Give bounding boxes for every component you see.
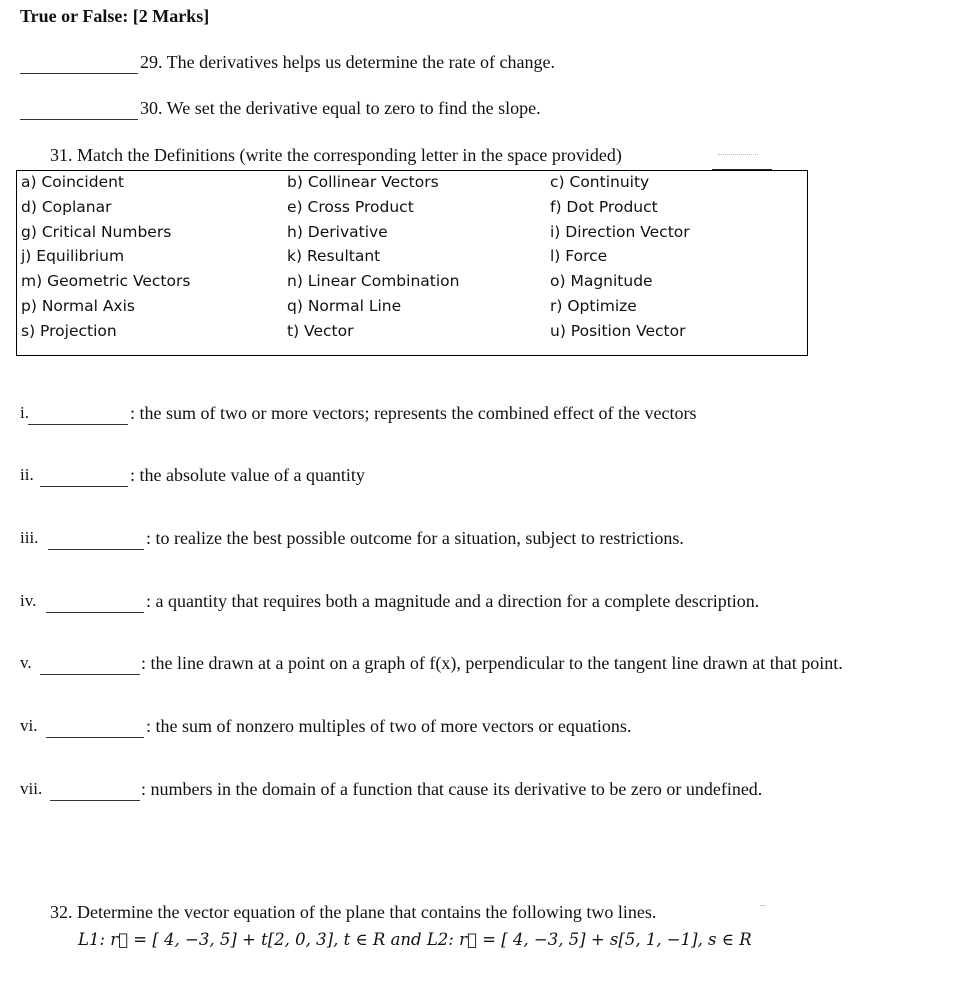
term-item: j) Equilibrium: [21, 247, 125, 266]
answer-blank-iii[interactable]: [48, 549, 144, 550]
term-item: n) Linear Combination: [287, 272, 460, 291]
answer-blank-ii[interactable]: [40, 486, 128, 487]
question-29-text: 29. The derivatives helps us determine the rate of change.: [140, 52, 556, 72]
term-item: s) Projection: [21, 321, 117, 340]
numeral-iv: iv.: [20, 591, 37, 610]
answer-blank-30[interactable]: [20, 119, 138, 120]
numeral-v: v.: [20, 653, 32, 672]
term-item: q) Normal Line: [287, 297, 402, 315]
numeral-iii: iii.: [20, 528, 39, 547]
answer-blank-29[interactable]: [20, 73, 138, 74]
term-item: k) Resultant: [287, 247, 381, 266]
numeral-vi: vi.: [20, 716, 38, 735]
term-item: p) Normal Axis: [21, 297, 135, 315]
term-item: b) Collinear Vectors: [287, 173, 439, 191]
term-item: i) Direction Vector: [550, 222, 690, 241]
terms-box: [16, 170, 808, 356]
term-item: h) Derivative: [287, 222, 388, 241]
question-31-instruction: 31. Match the Definitions (write the corresponding letter in the space provided): [50, 145, 622, 165]
page-heading: True or False: [2 Marks]: [20, 6, 210, 26]
definition-ii: : the absolute value of a quantity: [130, 465, 365, 485]
answer-blank-vi[interactable]: [46, 737, 144, 738]
answer-blank-i[interactable]: [28, 424, 128, 425]
question-32-instruction: 32. Determine the vector equation of the plane that contains the following two lines.: [50, 902, 657, 922]
definition-iv: : a quantity that requires both a magnitude and a direction for a complete description.: [146, 591, 760, 611]
term-item: o) Magnitude: [550, 272, 653, 291]
definition-i: : the sum of two or more vectors; represents the combined effect of the vectors: [130, 403, 697, 423]
term-item: e) Cross Product: [287, 197, 414, 216]
term-item: a) Coincident: [21, 173, 125, 191]
decorative-dash: [718, 154, 758, 156]
term-item: u) Position Vector: [550, 321, 686, 340]
term-item: l) Force: [550, 247, 608, 266]
term-item: g) Critical Numbers: [21, 222, 172, 241]
question-30-text: 30. We set the derivative equal to zero to find the slope.: [140, 98, 541, 118]
term-item: r) Optimize: [550, 297, 637, 315]
numeral-i: i.: [20, 403, 29, 422]
definition-iii: : to realize the best possible outcome for a situation, subject to restrictions.: [146, 528, 684, 548]
numeral-vii: vii.: [20, 779, 43, 798]
numeral-ii: ii.: [20, 465, 34, 484]
term-item: m) Geometric Vectors: [21, 272, 191, 291]
answer-blank-vii[interactable]: [50, 800, 140, 801]
definition-vii: : numbers in the domain of a function that cause its derivative to be zero or undefined.: [141, 779, 763, 799]
term-item: f) Dot Product: [550, 197, 658, 216]
answer-blank-iv[interactable]: [46, 612, 144, 613]
definition-v: : the line drawn at a point on a graph of f(x), perpendicular to the tangent line drawn at that point.: [141, 653, 843, 673]
term-item: d) Coplanar: [21, 197, 112, 216]
term-item: c) Continuity: [550, 173, 650, 191]
question-32-equation: L1: r⃗ = [ 4, −3, 5] + t[2, 0, 3], t ∈ R and L2: r⃗ = [ 4, −3, 5] + s[5, 1, −1], s ∈ R: [78, 930, 752, 949]
term-item: t) Vector: [287, 321, 354, 340]
decorative-dash: [760, 905, 766, 907]
answer-blank-v[interactable]: [40, 674, 140, 675]
definition-vi: : the sum of nonzero multiples of two of more vectors or equations.: [146, 716, 632, 736]
